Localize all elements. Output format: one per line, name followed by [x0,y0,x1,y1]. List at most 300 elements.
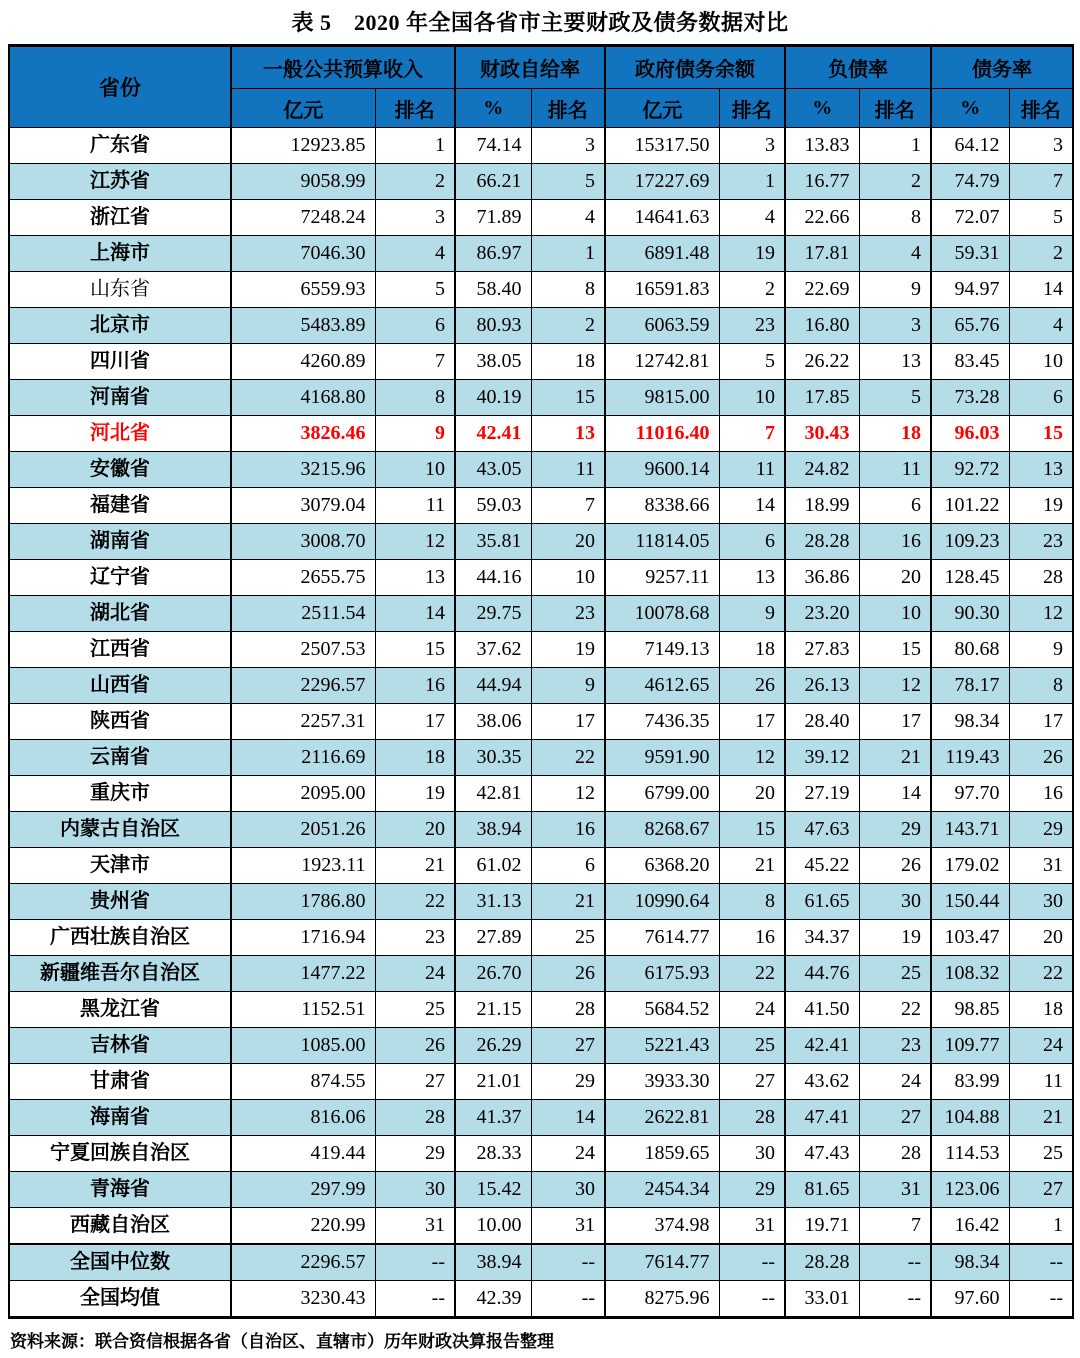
sub-header-percent: % [931,89,1009,128]
rank-cell: -- [719,1244,785,1281]
rank-cell: 31 [531,1208,605,1245]
rank-cell: 5 [1009,200,1073,236]
value-cell: 2296.57 [231,1244,375,1281]
value-cell: 44.94 [455,668,531,704]
value-cell: 2257.31 [231,704,375,740]
rank-cell: 23 [859,1028,931,1064]
value-cell: 10990.64 [605,884,719,920]
rank-cell: 22 [859,992,931,1028]
col-group-budget-revenue: 一般公共预算收入 [231,46,455,89]
rank-cell: 6 [375,308,455,344]
rank-cell: 31 [719,1208,785,1245]
province-cell: 福建省 [9,488,231,524]
value-cell: 41.37 [455,1100,531,1136]
value-cell: 1859.65 [605,1136,719,1172]
value-cell: 47.63 [785,812,859,848]
value-cell: 9257.11 [605,560,719,596]
col-group-liability-ratio: 负债率 [785,46,931,89]
value-cell: 109.23 [931,524,1009,560]
sub-header-rank: 排名 [719,89,785,128]
table-title: 表 5 2020 年全国各省市主要财政及债务数据对比 [291,10,789,35]
rank-cell: 9 [719,596,785,632]
value-cell: 8268.67 [605,812,719,848]
value-cell: 36.86 [785,560,859,596]
value-cell: 90.30 [931,596,1009,632]
value-cell: 5483.89 [231,308,375,344]
rank-cell: 16 [859,524,931,560]
value-cell: 6891.48 [605,236,719,272]
value-cell: 26.22 [785,344,859,380]
rank-cell: 18 [375,740,455,776]
rank-cell: 1 [1009,1208,1073,1245]
rank-cell: 3 [1009,128,1073,164]
rank-cell: 11 [719,452,785,488]
value-cell: 6559.93 [231,272,375,308]
value-cell: 10.00 [455,1208,531,1245]
rank-cell: 14 [1009,272,1073,308]
rank-cell: 16 [1009,776,1073,812]
rank-cell: 13 [859,344,931,380]
rank-cell: 30 [375,1172,455,1208]
rank-cell: 28 [719,1100,785,1136]
value-cell: 8338.66 [605,488,719,524]
value-cell: 104.88 [931,1100,1009,1136]
value-cell: 65.76 [931,308,1009,344]
rank-cell: 25 [531,920,605,956]
table-row [9,992,1073,1028]
header-group-row [9,46,1073,89]
rank-cell: 4 [1009,308,1073,344]
rank-cell: 14 [531,1100,605,1136]
value-cell: 37.62 [455,632,531,668]
value-cell: 2116.69 [231,740,375,776]
rank-cell: 27 [531,1028,605,1064]
value-cell: 73.28 [931,380,1009,416]
value-cell: 17227.69 [605,164,719,200]
value-cell: 97.70 [931,776,1009,812]
value-cell: 66.21 [455,164,531,200]
value-cell: 2622.81 [605,1100,719,1136]
province-cell: 黑龙江省 [9,992,231,1028]
value-cell: 12742.81 [605,344,719,380]
province-cell: 广东省 [9,128,231,164]
rank-cell: 22 [719,956,785,992]
value-cell: 16591.83 [605,272,719,308]
rank-cell: 22 [1009,956,1073,992]
rank-cell: 26 [719,668,785,704]
value-cell: 30.43 [785,416,859,452]
rank-cell: 17 [1009,704,1073,740]
rank-cell: 28 [859,1136,931,1172]
value-cell: 1152.51 [231,992,375,1028]
value-cell: 101.22 [931,488,1009,524]
value-cell: 61.65 [785,884,859,920]
rank-cell: 6 [1009,380,1073,416]
province-cell: 山西省 [9,668,231,704]
rank-cell: 21 [531,884,605,920]
value-cell: 59.31 [931,236,1009,272]
value-cell: 2454.34 [605,1172,719,1208]
value-cell: 108.32 [931,956,1009,992]
table-row [9,452,1073,488]
sub-header-unit: 亿元 [231,89,375,128]
value-cell: 16.42 [931,1208,1009,1245]
rank-cell: 20 [1009,920,1073,956]
value-cell: 98.85 [931,992,1009,1028]
rank-cell: 3 [859,308,931,344]
value-cell: 42.41 [785,1028,859,1064]
value-cell: 7149.13 [605,632,719,668]
rank-cell: -- [375,1244,455,1281]
rank-cell: 15 [859,632,931,668]
value-cell: 96.03 [931,416,1009,452]
rank-cell: -- [859,1244,931,1281]
rank-cell: 5 [719,344,785,380]
table-row [9,1028,1073,1064]
rank-cell: 6 [859,488,931,524]
value-cell: 42.81 [455,776,531,812]
value-cell: 80.93 [455,308,531,344]
province-cell: 湖南省 [9,524,231,560]
value-cell: 11814.05 [605,524,719,560]
rank-cell: 20 [719,776,785,812]
sub-header-rank: 排名 [1009,89,1073,128]
rank-cell: -- [531,1281,605,1318]
rank-cell: 21 [375,848,455,884]
value-cell: 18.99 [785,488,859,524]
value-cell: 78.17 [931,668,1009,704]
value-cell: 74.79 [931,164,1009,200]
value-cell: 28.40 [785,704,859,740]
rank-cell: 6 [531,848,605,884]
rank-cell: 24 [531,1136,605,1172]
value-cell: 22.66 [785,200,859,236]
province-cell: 西藏自治区 [9,1208,231,1245]
rank-cell: 20 [531,524,605,560]
rank-cell: 8 [1009,668,1073,704]
value-cell: 4612.65 [605,668,719,704]
value-cell: 38.94 [455,812,531,848]
value-cell: 6063.59 [605,308,719,344]
rank-cell: 3 [531,128,605,164]
value-cell: 2095.00 [231,776,375,812]
rank-cell: 26 [375,1028,455,1064]
rank-cell: 31 [1009,848,1073,884]
rank-cell: 17 [719,704,785,740]
rank-cell: 24 [859,1064,931,1100]
table-row [9,632,1073,668]
value-cell: 8275.96 [605,1281,719,1318]
rank-cell: 4 [531,200,605,236]
value-cell: 9058.99 [231,164,375,200]
value-cell: 33.01 [785,1281,859,1318]
rank-cell: 2 [531,308,605,344]
rank-cell: 19 [719,236,785,272]
province-cell: 广西壮族自治区 [9,920,231,956]
rank-cell: 8 [375,380,455,416]
value-cell: 61.02 [455,848,531,884]
table-row [9,560,1073,596]
rank-cell: 4 [375,236,455,272]
value-cell: 97.60 [931,1281,1009,1318]
rank-cell: 26 [531,956,605,992]
table-row [9,416,1073,452]
rank-cell: 16 [719,920,785,956]
table-row [9,128,1073,164]
rank-cell: 28 [531,992,605,1028]
rank-cell: 1 [719,164,785,200]
province-cell: 重庆市 [9,776,231,812]
rank-cell: 19 [1009,488,1073,524]
table-row [9,920,1073,956]
value-cell: 1923.11 [231,848,375,884]
sub-header-percent: % [455,89,531,128]
rank-cell: 8 [531,272,605,308]
rank-cell: 21 [859,740,931,776]
value-cell: 43.62 [785,1064,859,1100]
rank-cell: 29 [1009,812,1073,848]
rank-cell: 25 [859,956,931,992]
fiscal-debt-table [8,44,1074,1319]
table-row [9,164,1073,200]
value-cell: 10078.68 [605,596,719,632]
rank-cell: 31 [375,1208,455,1245]
value-cell: 11016.40 [605,416,719,452]
table-row [9,344,1073,380]
value-cell: 86.97 [455,236,531,272]
rank-cell: 30 [531,1172,605,1208]
rank-cell: 10 [719,380,785,416]
rank-cell: 24 [719,992,785,1028]
rank-cell: 14 [859,776,931,812]
rank-cell: 18 [1009,992,1073,1028]
rank-cell: 23 [375,920,455,956]
rank-cell: 12 [859,668,931,704]
rank-cell: 26 [859,848,931,884]
value-cell: 2511.54 [231,596,375,632]
value-cell: 2051.26 [231,812,375,848]
value-cell: 72.07 [931,200,1009,236]
table-row [9,380,1073,416]
rank-cell: 13 [375,560,455,596]
rank-cell: 15 [719,812,785,848]
value-cell: 26.13 [785,668,859,704]
rank-cell: 23 [1009,524,1073,560]
value-cell: 374.98 [605,1208,719,1245]
rank-cell: 9 [375,416,455,452]
rank-cell: 22 [375,884,455,920]
rank-cell: 7 [531,488,605,524]
rank-cell: 17 [859,704,931,740]
province-cell: 河南省 [9,380,231,416]
value-cell: 83.45 [931,344,1009,380]
value-cell: 28.28 [785,1244,859,1281]
value-cell: 9815.00 [605,380,719,416]
value-cell: 59.03 [455,488,531,524]
value-cell: 143.71 [931,812,1009,848]
page [8,0,1072,1358]
value-cell: 44.16 [455,560,531,596]
rank-cell: 1 [859,128,931,164]
table-row [9,308,1073,344]
value-cell: 29.75 [455,596,531,632]
value-cell: 92.72 [931,452,1009,488]
table-row [9,668,1073,704]
province-cell: 全国中位数 [9,1244,231,1281]
value-cell: 297.99 [231,1172,375,1208]
rank-cell: 19 [531,632,605,668]
rank-cell: 27 [375,1064,455,1100]
value-cell: 19.71 [785,1208,859,1245]
rank-cell: 9 [859,272,931,308]
rank-cell: 23 [719,308,785,344]
table-row [9,740,1073,776]
province-cell: 吉林省 [9,1028,231,1064]
value-cell: 38.05 [455,344,531,380]
rank-cell: 9 [1009,632,1073,668]
rank-cell: 20 [375,812,455,848]
sub-header-rank: 排名 [375,89,455,128]
value-cell: 22.69 [785,272,859,308]
value-cell: 119.43 [931,740,1009,776]
province-cell: 新疆维吾尔自治区 [9,956,231,992]
value-cell: 9600.14 [605,452,719,488]
sub-header-unit: 亿元 [605,89,719,128]
value-cell: 17.85 [785,380,859,416]
value-cell: 1786.80 [231,884,375,920]
rank-cell: 10 [531,560,605,596]
table-row [9,812,1073,848]
rank-cell: 16 [375,668,455,704]
value-cell: 2296.57 [231,668,375,704]
rank-cell: 8 [859,200,931,236]
table-row [9,1064,1073,1100]
value-cell: 16.80 [785,308,859,344]
value-cell: 874.55 [231,1064,375,1100]
value-cell: 45.22 [785,848,859,884]
rank-cell: 7 [1009,164,1073,200]
rank-cell: 7 [375,344,455,380]
value-cell: 39.12 [785,740,859,776]
value-cell: 2507.53 [231,632,375,668]
value-cell: 123.06 [931,1172,1009,1208]
rank-cell: 1 [531,236,605,272]
value-cell: 98.34 [931,704,1009,740]
rank-cell: -- [531,1244,605,1281]
rank-cell: 4 [859,236,931,272]
rank-cell: 11 [1009,1064,1073,1100]
value-cell: 23.20 [785,596,859,632]
rank-cell: 14 [375,596,455,632]
province-cell: 江西省 [9,632,231,668]
value-cell: 7436.35 [605,704,719,740]
value-cell: 35.81 [455,524,531,560]
rank-cell: -- [375,1281,455,1318]
value-cell: 31.13 [455,884,531,920]
rank-cell: 20 [859,560,931,596]
value-cell: 179.02 [931,848,1009,884]
province-cell: 青海省 [9,1172,231,1208]
table-row [9,200,1073,236]
rank-cell: 2 [1009,236,1073,272]
table-row [9,704,1073,740]
table-row [9,596,1073,632]
rank-cell: 30 [859,884,931,920]
rank-cell: 10 [859,596,931,632]
col-group-debt-ratio: 债务率 [931,46,1073,89]
value-cell: 3826.46 [231,416,375,452]
rank-cell: 30 [719,1136,785,1172]
rank-cell: 25 [719,1028,785,1064]
value-cell: 4168.80 [231,380,375,416]
value-cell: 42.39 [455,1281,531,1318]
table-row [9,1208,1073,1245]
table-row [9,272,1073,308]
rank-cell: 28 [375,1100,455,1136]
value-cell: 43.05 [455,452,531,488]
value-cell: 5221.43 [605,1028,719,1064]
rank-cell: 4 [719,200,785,236]
value-cell: 80.68 [931,632,1009,668]
table-row [9,956,1073,992]
value-cell: 81.65 [785,1172,859,1208]
value-cell: 109.77 [931,1028,1009,1064]
rank-cell: 29 [531,1064,605,1100]
rank-cell: 5 [531,164,605,200]
value-cell: 16.77 [785,164,859,200]
value-cell: 6799.00 [605,776,719,812]
rank-cell: 5 [859,380,931,416]
value-cell: 38.06 [455,704,531,740]
table-row [9,884,1073,920]
value-cell: 15317.50 [605,128,719,164]
province-cell: 宁夏回族自治区 [9,1136,231,1172]
rank-cell: 18 [859,416,931,452]
province-cell: 四川省 [9,344,231,380]
province-cell: 江苏省 [9,164,231,200]
rank-cell: 3 [719,128,785,164]
value-cell: 220.99 [231,1208,375,1245]
province-cell: 安徽省 [9,452,231,488]
table-row [9,1244,1073,1281]
rank-cell: 21 [719,848,785,884]
source-note: 资料来源：联合资信根据各省（自治区、直辖市）历年财政决算报告整理 [10,1332,554,1351]
value-cell: 6175.93 [605,956,719,992]
rank-cell: 18 [719,632,785,668]
value-cell: 47.41 [785,1100,859,1136]
value-cell: 83.99 [931,1064,1009,1100]
value-cell: 17.81 [785,236,859,272]
value-cell: 128.45 [931,560,1009,596]
province-cell: 上海市 [9,236,231,272]
rank-cell: 2 [859,164,931,200]
rank-cell: 11 [859,452,931,488]
rank-cell: 16 [531,812,605,848]
rank-cell: 24 [1009,1028,1073,1064]
province-cell: 天津市 [9,848,231,884]
rank-cell: 29 [719,1172,785,1208]
rank-cell: 11 [531,452,605,488]
province-cell: 陕西省 [9,704,231,740]
rank-cell: 7 [719,416,785,452]
value-cell: 98.34 [931,1244,1009,1281]
rank-cell: 15 [531,380,605,416]
province-cell: 北京市 [9,308,231,344]
value-cell: 9591.90 [605,740,719,776]
rank-cell: 19 [375,776,455,812]
col-group-govt-debt-balance: 政府债务余额 [605,46,785,89]
value-cell: 816.06 [231,1100,375,1136]
